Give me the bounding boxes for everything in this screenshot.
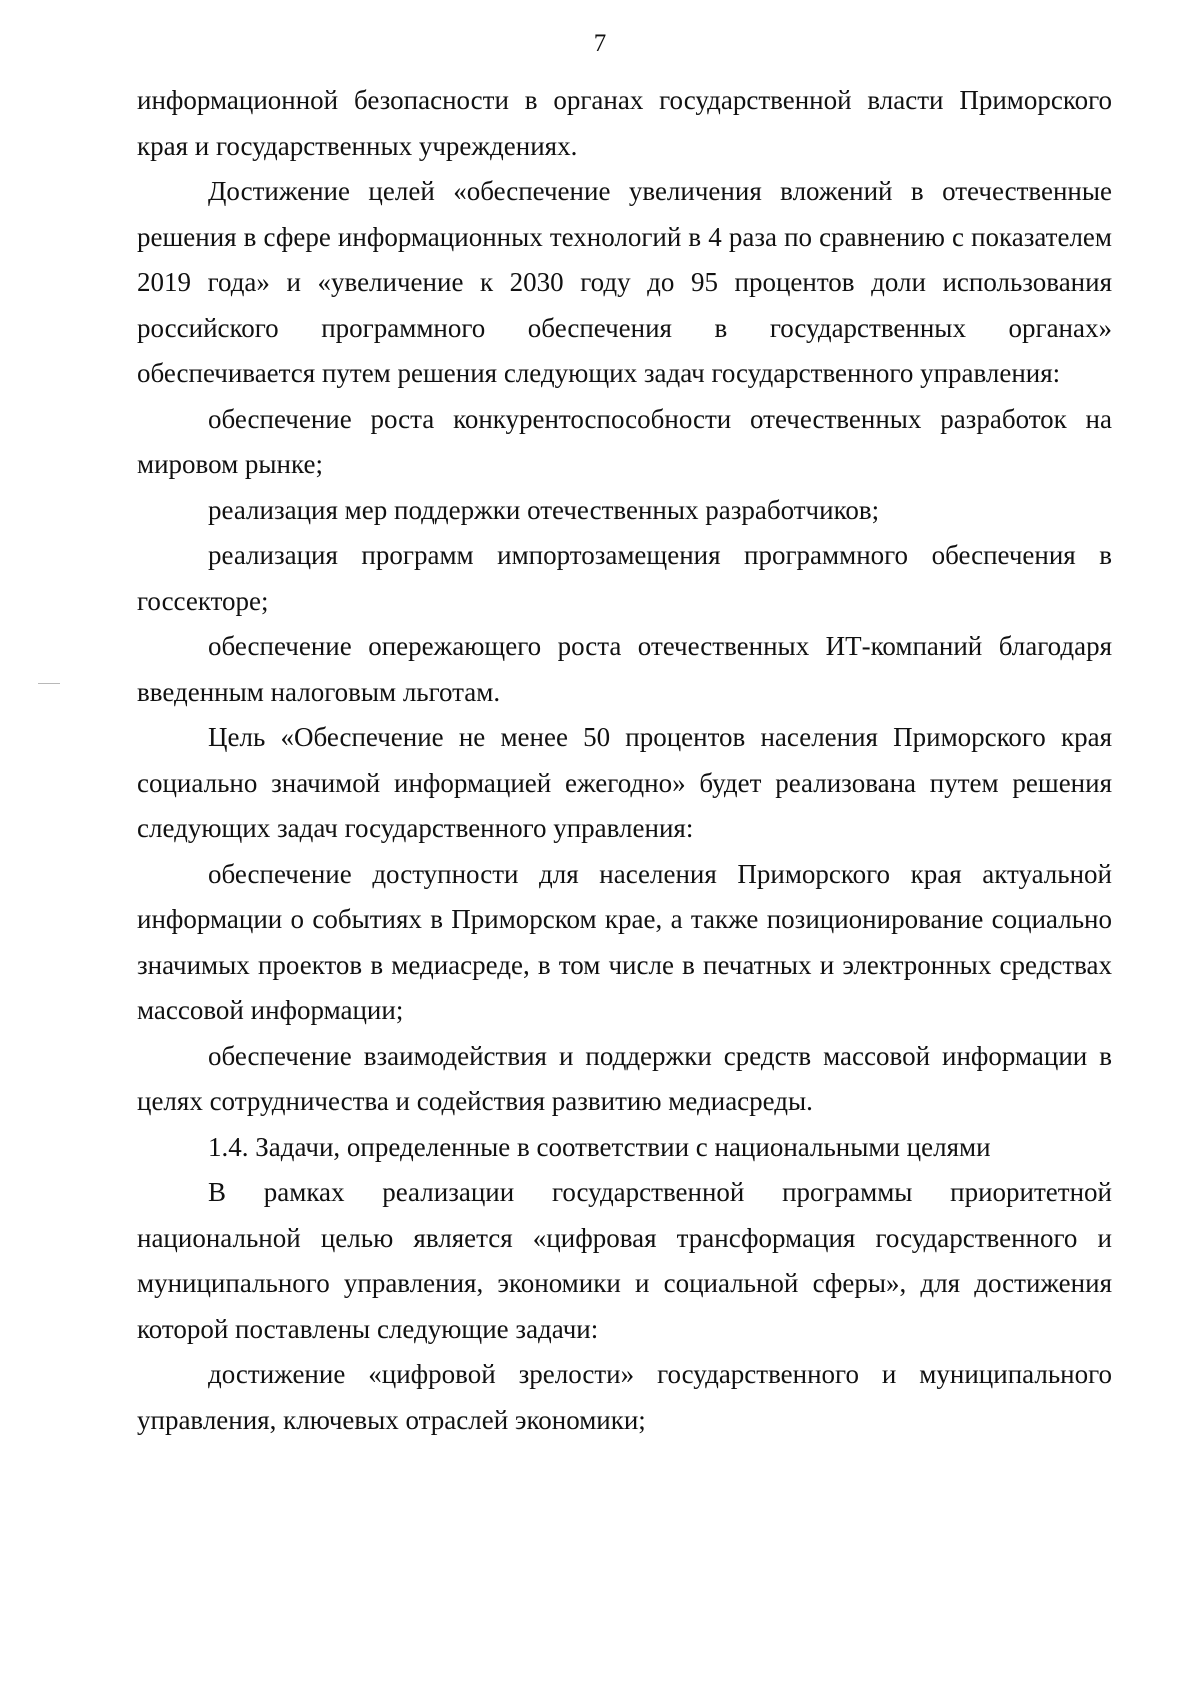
document-body [137,78,1112,1443]
paragraph-national-goal: В рамках реализации государственной программы приоритетной национальной целью является «цифровая трансформация государственного и муниципального управления, экономики и социальной сферы», для достижения которой поставлены следующие задачи: [137,1177,1112,1344]
list-item-information-availability: обеспечение доступности для населения Приморского края актуальной информации о событиях в Приморском крае, а также позиционирование социально значимых проектов в медиасреде, в том числе в печатных и электронных средствах массовой информации; [137,858,1112,1025]
list-item-media-interaction: обеспечение взаимодействия и поддержки средств массовой информации в целях сотрудничества и содействия развитию медиасреды. [137,1040,1112,1116]
scan-margin-mark [38,683,60,684]
list-item-developer-support: реализация мер поддержки отечественных разработчиков; [208,494,880,525]
list-item-it-companies-growth: обеспечение опережающего роста отечественных ИТ-компаний благодаря введенным налоговым льготам. [137,631,1112,707]
list-item-competitiveness: обеспечение роста конкурентоспособности отечественных разработок на мировом рынке; [137,403,1112,479]
list-item-import-substitution: реализация программ импортозамещения программного обеспечения в госсекторе; [137,540,1112,616]
section-heading-1-4: 1.4. Задачи, определенные в соответствии с национальными целями [208,1131,991,1162]
paragraph-continuation: информационной безопасности в органах государственной власти Приморского края и государственных учреждениях. [137,85,1112,161]
page-number: 7 [593,30,607,57]
list-item-digital-maturity: достижение «цифровой зрелости» государственного и муниципального управления, ключевых отраслей экономики; [137,1359,1112,1435]
paragraph-goals-it-investments: Достижение целей «обеспечение увеличения вложений в отечественные решения в сфере информационных технологий в 4 раза по сравнению с показателем 2019 года» и «увеличение к 2030 году до 95 процентов доли использования российского программного обеспечения в государственных органах» обеспечивается путем решения следующих задач государственного управления: [137,176,1112,388]
paragraph-goal-population-information: Цель «Обеспечение не менее 50 процентов населения Приморского края социально значимой информацией ежегодно» будет реализована путем решения следующих задач государственного управления: [137,722,1112,843]
